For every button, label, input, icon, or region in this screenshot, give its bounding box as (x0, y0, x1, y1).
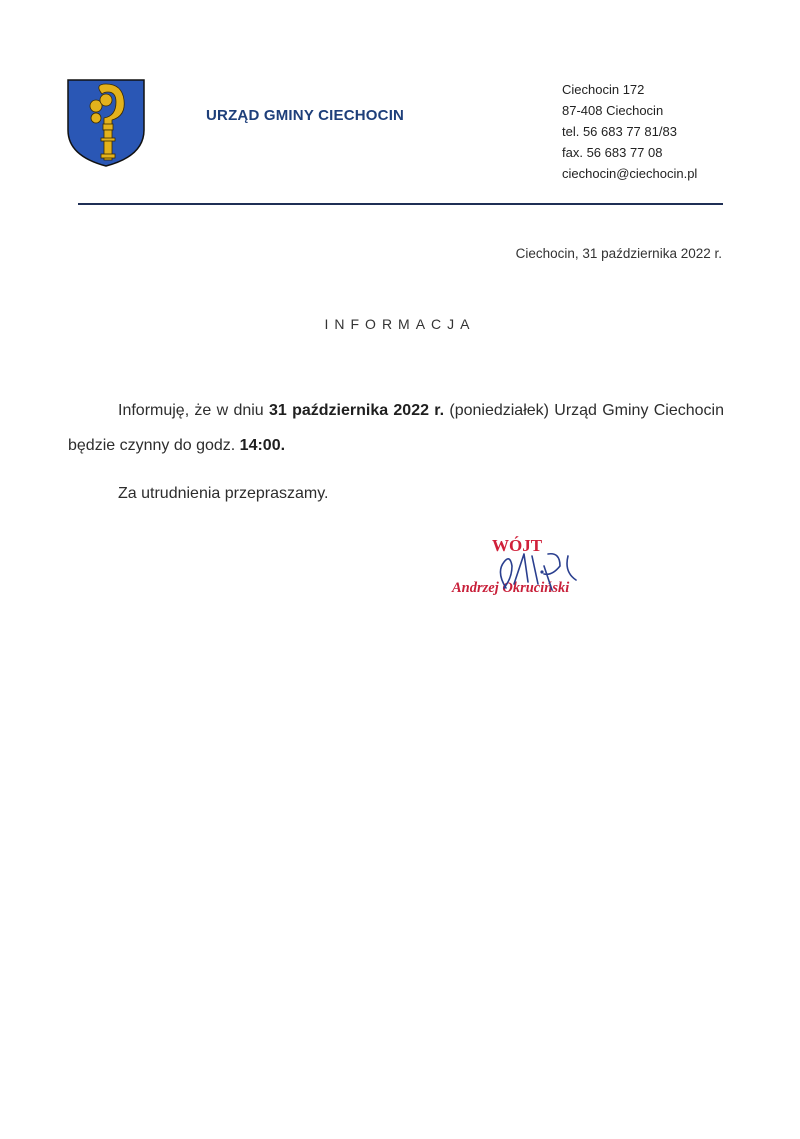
header-divider (78, 203, 723, 205)
coat-of-arms-icon (66, 78, 146, 168)
paragraph-text-1: Informuję, że w dniu (118, 402, 269, 419)
signature-title: WÓJT (492, 536, 543, 555)
paragraph-announcement (68, 393, 724, 463)
handwritten-signature-icon (448, 532, 608, 607)
address-line-2: 87-408 Ciechocin (562, 103, 664, 118)
letter-body (68, 393, 724, 511)
address-line-1: Ciechocin 172 (562, 82, 645, 97)
closing-time: 14:00. (239, 437, 286, 454)
email-address: ciechocin@ciechocin.pl (562, 166, 698, 181)
phone-number: tel. 56 683 77 81/83 (562, 124, 677, 139)
signature-stamp (448, 532, 608, 607)
contact-block (562, 79, 697, 184)
place-date: Ciechocin, 31 października 2022 r. (515, 246, 722, 261)
paragraph-apology: Za utrudnienia przepraszamy. (118, 485, 329, 502)
letter-title: INFORMACJA (324, 316, 476, 332)
fax-number: fax. 56 683 77 08 (562, 145, 663, 160)
closing-date: 31 października 2022 r. (269, 402, 445, 419)
paragraph-text-2: (poniedziałek) Urząd Gminy Ciechocin będzie czynny do godz. (68, 402, 725, 454)
signatory-name: Andrzej Okruciński (452, 580, 570, 596)
office-name: URZĄD GMINY CIECHOCIN (206, 107, 405, 124)
